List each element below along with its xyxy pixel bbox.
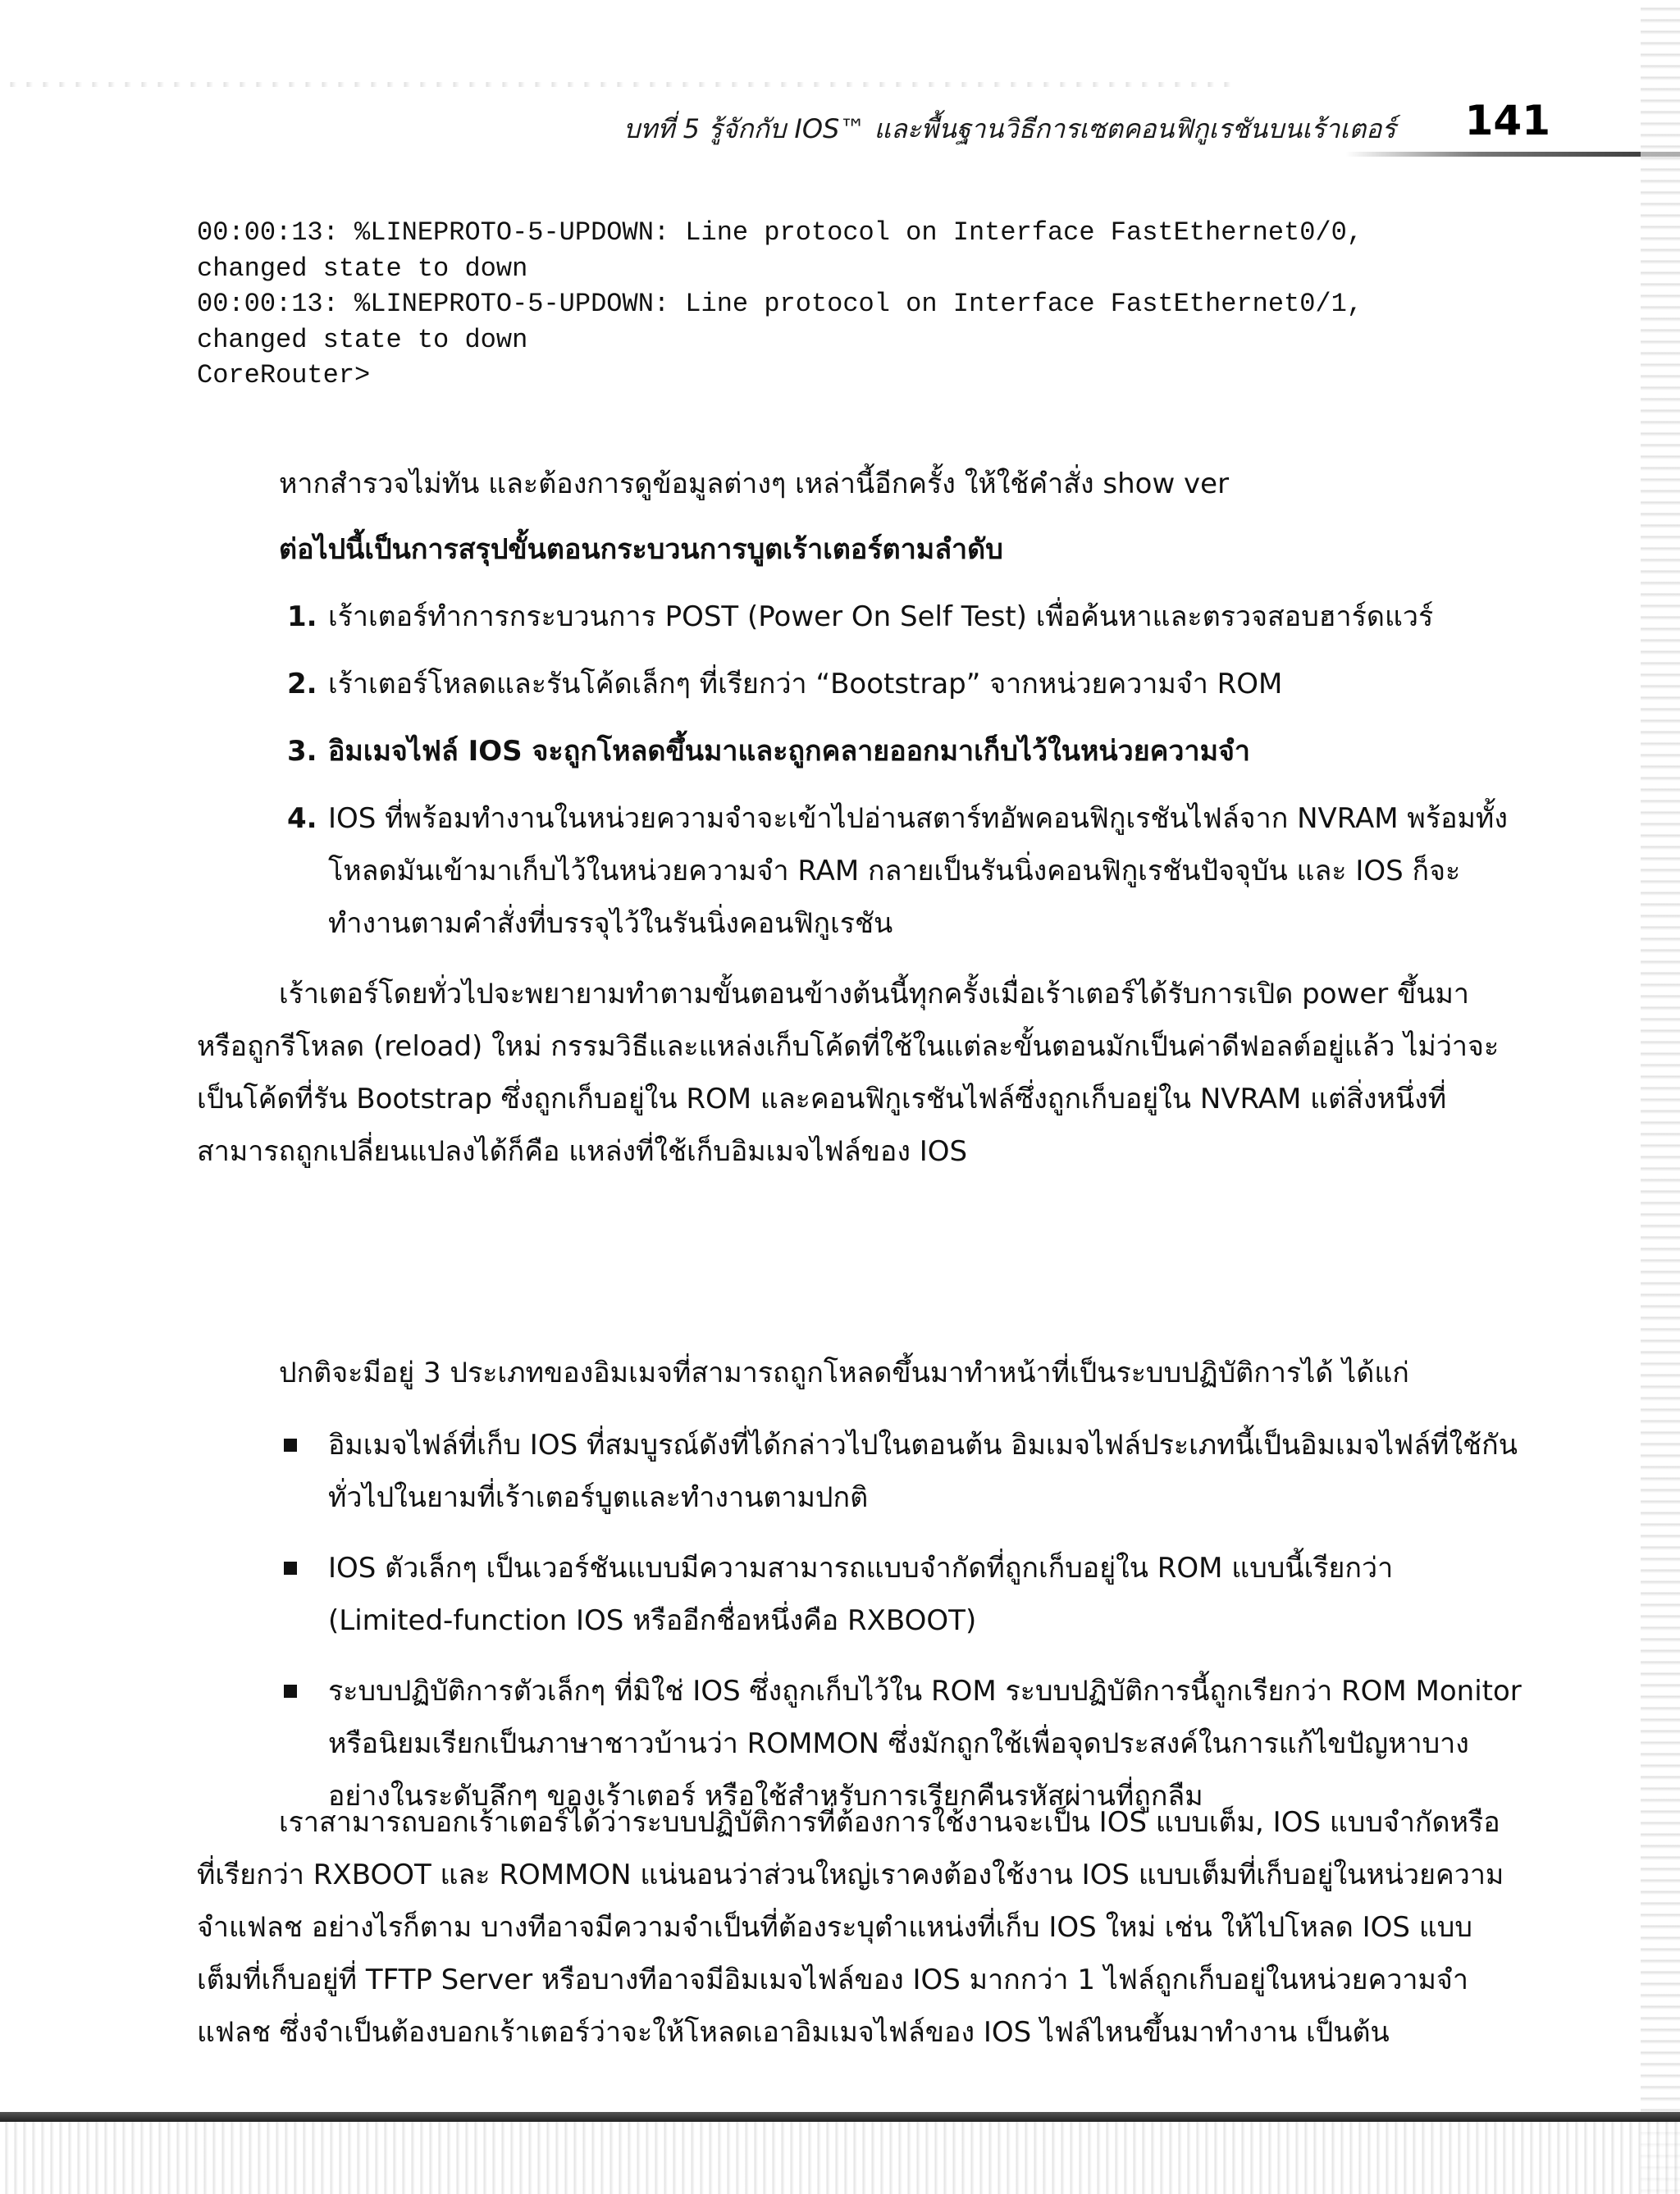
scan-edge-right [1641, 0, 1680, 2194]
code-line: changed state to down [197, 253, 528, 284]
list-item [279, 591, 1526, 643]
step-number: 2. [287, 668, 317, 700]
boot-steps-list [279, 591, 1526, 965]
scan-noise-top [0, 82, 1230, 87]
code-line: 00:00:13: %LINEPROTO-5-UPDOWN: Line protocol on Interface FastEthernet0/1, [197, 289, 1363, 319]
page-number: 141 [1464, 97, 1550, 144]
image-type-text: ระบบปฏิบัติการตัวเล็กๆ ที่มิใช่ IOS ซึ่งถูกเก็บไว้ใน ROM ระบบปฏิบัติการนี้ถูกเรียกว่า ROM Monitor หรือนิยมเรียกเป็นภาษาชาวบ้านว่า ROMMON ซึ่งมักถูกใช้เพื่อจุดประสงค์ในการแก้ไขปัญหาบางอย่างในระดับลึกๆ ของเร้าเตอร์ หรือใช้สำหรับการเรียกคืนรหัสผ่านที่ถูกลืม [328, 1675, 1522, 1813]
step-number: 1. [287, 600, 317, 633]
list-item [279, 658, 1526, 710]
router-boot-paragraph: เร้าเตอร์โดยทั่วไปจะพยายามทำตามขั้นตอนข้างต้นนี้ทุกครั้งเมื่อเร้าเตอร์ได้รับการเปิด power ขึ้นมา หรือถูกรีโหลด (reload) ใหม่ กรรมวิธีและแหล่งเก็บโค้ดที่ใช้ในแต่ละขั้นตอนมักเป็นค่าดีฟอลต์อยู่แล้ว ไม่ว่าจะเป็นโค้ดที่รัน Bootstrap ซึ่งถูกเก็บอยู่ใน ROM และคอนฟิกูเรชันไฟล์ซึ่งถูกเก็บอยู่ใน NVRAM แต่สิ่งหนึ่งที่สามารถถูกเปลี่ยนแปลงได้ก็คือ แหล่งที่ใช้เก็บอิมเมจไฟล์ของ IOS [197, 978, 1500, 1168]
chapter-title: บทที่ 5 รู้จักกับ IOS™ และพื้นฐานวิธีการเซตคอนฟิกูเรชันบนเร้าเตอร์ [623, 113, 1396, 144]
step-text: เร้าเตอร์โหลดและรันโค้ดเล็กๆ ที่เรียกว่า “Bootstrap” จากหน่วยความจำ ROM [328, 668, 1283, 700]
final-paragraph: เราสามารถบอกเร้าเตอร์ได้ว่าระบบปฏิบัติการที่ต้องการใช้งานจะเป็น IOS แบบเต็ม, IOS แบบจำกัดหรือที่เรียกว่า RXBOOT และ ROMMON แน่นอนว่าส่วนใหญ่เราคงต้องใช้งาน IOS แบบเต็มที่เก็บอยู่ในหน่วยความจำแฟลช อย่างไรก็ตาม บางทีอาจมีความจำเป็นที่ต้องระบุตำแหน่งที่เก็บ IOS ใหม่ เช่น ให้ไปโหลด IOS แบบเต็มที่เก็บอยู่ที่ TFTP Server หรือบางทีอาจมีอิมเมจไฟล์ของ IOS มากกว่า 1 ไฟล์ถูกเก็บอยู่ในหน่วยความจำแฟลช ซึ่งจำเป็นต้องบอกเร้าเตอร์ว่าจะให้โหลดเอาอิมเมจไฟล์ของ IOS ไฟล์ไหนขึ้นมาทำงาน เป็นต้น [197, 1806, 1504, 2049]
page-header [623, 97, 1550, 157]
step-number: 4. [287, 802, 317, 835]
code-line: CoreRouter> [197, 360, 371, 390]
square-bullet-icon [284, 1439, 297, 1452]
step-text: เร้าเตอร์ทำการกระบวนการ POST (Power On Self Test) เพื่อค้นหาและตรวจสอบฮาร์ดแวร์ [328, 600, 1434, 633]
code-line: 00:00:13: %LINEPROTO-5-UPDOWN: Line protocol on Interface FastEthernet0/0, [197, 217, 1363, 248]
code-line: changed state to down [197, 324, 528, 355]
image-types-intro: ปกติจะมีอยู่ 3 ประเภทของอิมเมจที่สามารถถูกโหลดขึ้นมาทำหน้าที่เป็นระบบปฏิบัติการได้ ได้แก่ [279, 1357, 1409, 1389]
list-item [279, 1419, 1526, 1524]
scan-band-bottom [0, 2112, 1680, 2122]
terminal-output [197, 215, 1526, 394]
image-type-text: IOS ตัวเล็กๆ เป็นเวอร์ชันแบบมีความสามารถแบบจำกัดที่ถูกเก็บอยู่ใน ROM แบบนี้เรียกว่า (Limited-function IOS หรืออีกชื่อหนึ่งคือ RXBOOT) [328, 1552, 1394, 1637]
image-type-text: อิมเมจไฟล์ที่เก็บ IOS ที่สมบูรณ์ดังที่ได้กล่าวไปในตอนต้น อิมเมจไฟล์ประเภทนี้เป็นอิมเมจไฟล์ที่ใช้กันทั่วไปในยามที่เร้าเตอร์บูตและทำงานตามปกติ [328, 1429, 1518, 1514]
note-paragraph: หากสำรวจไม่ทัน และต้องการดูข้อมูลต่างๆ เหล่านี้อีกครั้ง ให้ใช้คำสั่ง show ver [279, 468, 1230, 500]
list-item [279, 725, 1526, 778]
header-rule [1345, 152, 1680, 157]
square-bullet-icon [284, 1685, 297, 1698]
step-number: 3. [287, 735, 317, 768]
step-text: อิมเมจไฟล์ IOS จะถูกโหลดขึ้นมาและถูกคลายออกมาเก็บไว้ในหน่วยความจำ [328, 735, 1250, 768]
list-item [279, 792, 1526, 950]
image-types-list [279, 1419, 1526, 1840]
list-item [279, 1542, 1526, 1647]
step-text: IOS ที่พร้อมทำงานในหน่วยความจำจะเข้าไปอ่านสตาร์ทอัพคอนฟิกูเรชันไฟล์จาก NVRAM พร้อมทั้งโหลดมันเข้ามาเก็บไว้ในหน่วยความจำ RAM กลายเป็นรันนิ่งคอนฟิกูเรชันปัจจุบัน และ IOS ก็จะทำงานตามคำสั่งที่บรรจุไว้ในรันนิ่งคอนฟิกูเรชัน [328, 802, 1508, 940]
square-bullet-icon [284, 1562, 297, 1575]
summary-heading: ต่อไปนี้เป็นการสรุปขั้นตอนกระบวนการบูตเร้าเตอร์ตามลำดับ [279, 533, 1003, 566]
scan-noise-bottom [0, 2122, 1680, 2194]
